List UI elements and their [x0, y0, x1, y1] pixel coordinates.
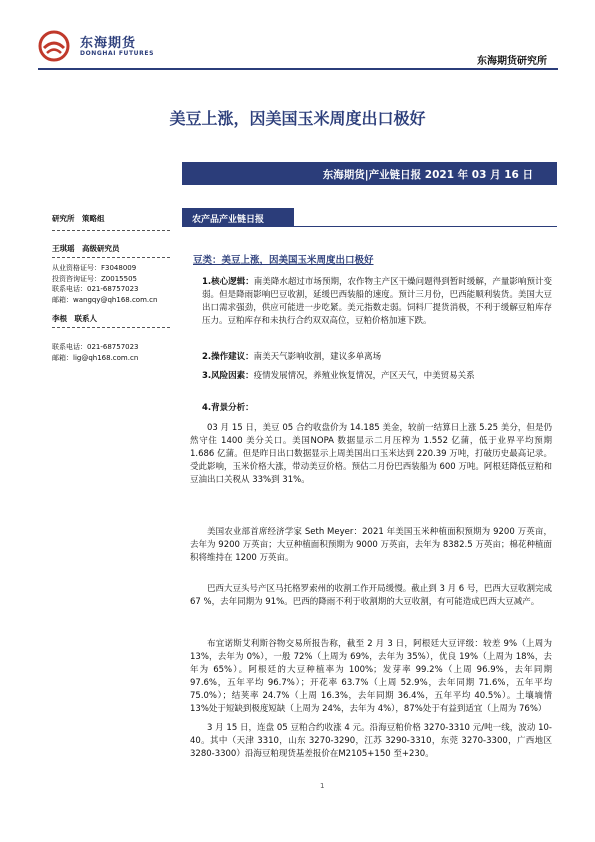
page-number: 1	[320, 782, 325, 790]
report-title: 美豆上涨，因美国玉米周度出口极好	[169, 109, 426, 128]
point-3-label: 3.风险因素：	[202, 371, 254, 381]
department-label: 研究所 策略组	[52, 214, 105, 223]
analyst-2-email: 邮箱：lig@qh168.com.cn	[52, 353, 139, 362]
section-subheading: 豆类：美豆上涨，因美国玉米周度出口极好	[193, 255, 374, 266]
report-info-text: 东海期货|产业链日报 2021 年 03 月 16 日	[322, 169, 533, 181]
point-operation-advice	[202, 351, 552, 364]
header-organization: 东海期货研究所	[477, 56, 547, 67]
point-background	[202, 402, 552, 415]
analysis-paragraph-4: 布宜诺斯艾利斯谷物交易所报告称，截至 2 月 3 日，阿根廷大豆评级：较差 9%（上周为 13%，去年为 0%），一般 72%（上周为 69%，去年为 35%），优良 19%（上周为 18%，去年为 65%）。阿根廷的大豆种植率为 100%；发芽率 99.2%（上周 96.9%，去年同期 97.6%，五年平均 96.7%）；开花率 63.7%（上周 52.9%，去年同期 71.6%，五年平均 75.0%）；结荚率 24.7%（上周 16.3%，去年同期 36.4%，五年平均 40.5%）。土壤墒情 13%处于短缺到极度短缺（上周为 24%，去年为 4%），87%处于有益到适宜（上周为 76%）	[190, 639, 552, 714]
analyst-2-contacts	[52, 342, 182, 363]
analysis-paragraph-5: 3 月 15 日，连盘 05 豆粕合约收涨 4 元。沿海豆粕价格 3270-3310 元/吨一线，波动 10-40。其中（天津 3310，山东 3270-3290，江苏 3290-3310，东莞 3270-3300，广西地区 3280-3300）沿海豆粕现货基差报价在M2105+150 至+230。	[190, 723, 552, 759]
analysis-paragraph-3: 巴西大豆头号产区马托格罗索州的收割工作开局缓慢。截止到 3 月 6 号，巴西大豆收割完成 67 %，去年同期为 91%。巴西的降雨不利于收割期的大豆收割，有可能造成巴西大豆减产。	[190, 584, 552, 607]
analyst-1-title: 王琪瑶 高级研究员	[52, 244, 120, 253]
analyst-1-block	[52, 244, 182, 255]
header-divider	[38, 68, 558, 70]
analyst-1-contacts	[52, 263, 182, 305]
analyst-2-title: 李根 联系人	[52, 314, 97, 323]
sidebar-department	[52, 214, 182, 225]
point-1-text: 南美降水超过市场预期，农作物主产区干燥问题得到暂时缓解，产量影响预计变弱。但是降雨影响巴豆收割，延缓巴西装船的速度。预计三月份，巴西能顺利装货。美国大豆出口需求强劲，供应可能进一步吃紧。美元指数走弱。饲料厂提货消极，不利于缓解豆粕库存压力。豆粕库存和未执行合约双双高位，豆粕价格加速下跌。	[202, 277, 552, 326]
point-2-label: 2.操作建议：	[202, 352, 254, 362]
point-core-logic	[202, 276, 552, 328]
report-info-bar	[182, 162, 557, 185]
section-divider	[182, 226, 557, 227]
analysis-paragraph-2: 美国农业部首席经济学家 Seth Meyer：2021 年美国玉米种植面积预期为 9200 万英亩，去年为 9200 万英亩；大豆种植面积预期为 9000 万英亩，去年为 8382.5 万英亩；棉花种植面积将维持在 1200 万英亩。	[190, 527, 552, 563]
analyst-1-phone: 联系电话：021-68757023	[52, 285, 139, 293]
analysis-paragraph-1: 03 月 15 日，美豆 05 合约收盘价为 14.185 美金，较前一结算日上涨 5.25 美分，但是仍然守住 1400 美分关口。美国NOPA 数据显示二月压榨为 1.552 亿蒲，低于业界平均预期 1.686 亿蒲。但是昨日出口数据显示上周美国出口玉米达到 220.39 万吨，打破历史最高记录。受此影响，玉米价格大涨，带动美豆价格。预估二月份巴西装船为 600 万吨。阿根廷降低豆粕和豆油出口关税从 33%到 31%。	[190, 423, 552, 485]
sidebar-divider	[52, 257, 170, 258]
analyst-1-email: 邮箱：wangqy@qh168.com.cn	[52, 295, 158, 304]
point-4-label: 4.背景分析：	[202, 403, 254, 413]
section-tag	[182, 208, 294, 227]
point-3-text: 疫情发展情况，养殖业恢复情况，产区天气，中美贸易关系	[253, 371, 475, 381]
analyst-1-advisory-license: 投资咨询证号：Z0015505	[52, 274, 137, 283]
point-2-text: 南美天气影响收割，建议多单离场	[253, 352, 382, 362]
point-1-label: 1.核心逻辑：	[202, 277, 254, 287]
sidebar-divider	[52, 327, 170, 328]
logo-english-text: DONGHAI FUTURES	[80, 50, 154, 57]
logo-chinese-text: 东海期货	[80, 36, 137, 51]
analyst-1-license: 从业资格证号：F3048009	[52, 264, 137, 272]
logo-mark-icon	[38, 30, 70, 62]
analyst-2-phone: 联系电话：021-68757023	[52, 343, 139, 351]
company-logo	[38, 30, 158, 66]
point-risk-factors	[202, 370, 552, 383]
section-tag-text: 农产品产业链日报	[192, 215, 265, 225]
sidebar-divider	[52, 230, 170, 231]
analyst-2-block	[52, 314, 182, 325]
